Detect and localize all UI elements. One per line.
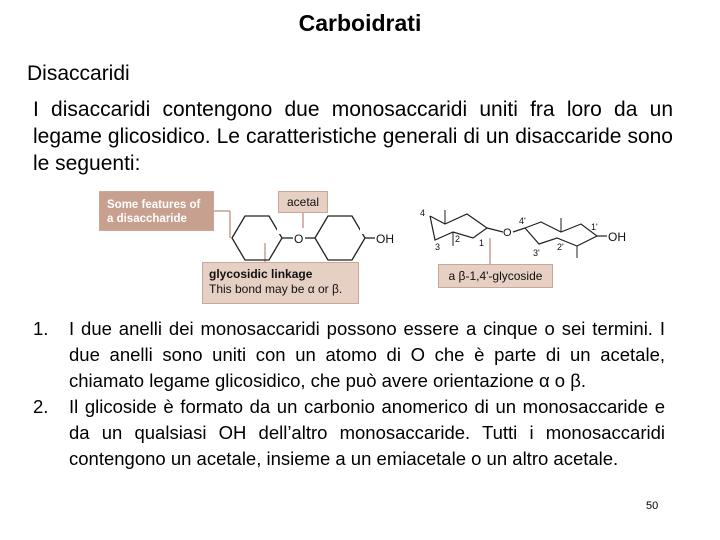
- glycosidic-linkage-note: This bond may be α or β.: [209, 282, 343, 296]
- list-item-text: I due anelli dei monosaccaridi possono essere a cinque o sei termini. I due anelli sono uniti con un atomo di O che è parte di un acetale, chiamato legame glicosidico, che può avere orientazione α o β.: [69, 318, 665, 391]
- features-caption-line1: Some features of: [107, 199, 201, 211]
- hydroxyl-right: OH: [608, 230, 626, 244]
- carbon-number: 2: [455, 234, 461, 244]
- beta-glycoside-box: a β-1,4'-glycoside: [438, 264, 553, 288]
- list-item: [33, 394, 665, 472]
- carbon-number: 2': [557, 242, 564, 252]
- intro-paragraph: I disaccaridi contengono due monosaccaridi uniti fra loro da un legame glicosidico. Le caratteristiche generali di un disaccaride sono le seguenti:: [33, 98, 673, 175]
- carbon-number: 4: [420, 208, 426, 218]
- list-item-number: 2.: [33, 396, 49, 417]
- carbon-number: 1: [479, 238, 485, 248]
- carbon-number: 3: [435, 242, 441, 252]
- section-subtitle: Disaccaridi: [27, 62, 130, 85]
- glycosidic-oxygen-left: O: [294, 232, 304, 246]
- page-number: 50: [646, 500, 659, 512]
- carbon-number: 1': [591, 222, 598, 232]
- hydroxyl-left: OH: [376, 232, 394, 246]
- list-item-number: 1.: [33, 318, 49, 339]
- carbon-number: 3': [533, 248, 540, 258]
- acetal-label-box: acetal: [278, 191, 328, 213]
- carbon-number: 4': [519, 216, 526, 226]
- list-item-text: Il glicoside è formato da un carbonio anomerico di un monosaccaride e da un qualsiasi OH dell’altro monosaccaride. Tutti i monosaccaridi contengono un acetale, insieme a un emiacetale o un altro acetale.: [69, 396, 665, 469]
- list-item: [33, 316, 665, 394]
- glycosidic-oxygen-right: O: [503, 227, 512, 239]
- glycosidic-linkage-label: glycosidic linkage: [209, 267, 313, 281]
- glycosidic-linkage-box: [202, 262, 359, 304]
- disaccharide-figure: [95, 186, 630, 308]
- page-title: Carboidrati: [298, 10, 422, 36]
- features-list: [33, 316, 665, 472]
- features-caption-line2: a disaccharide: [107, 213, 187, 225]
- features-caption-box: [99, 191, 214, 231]
